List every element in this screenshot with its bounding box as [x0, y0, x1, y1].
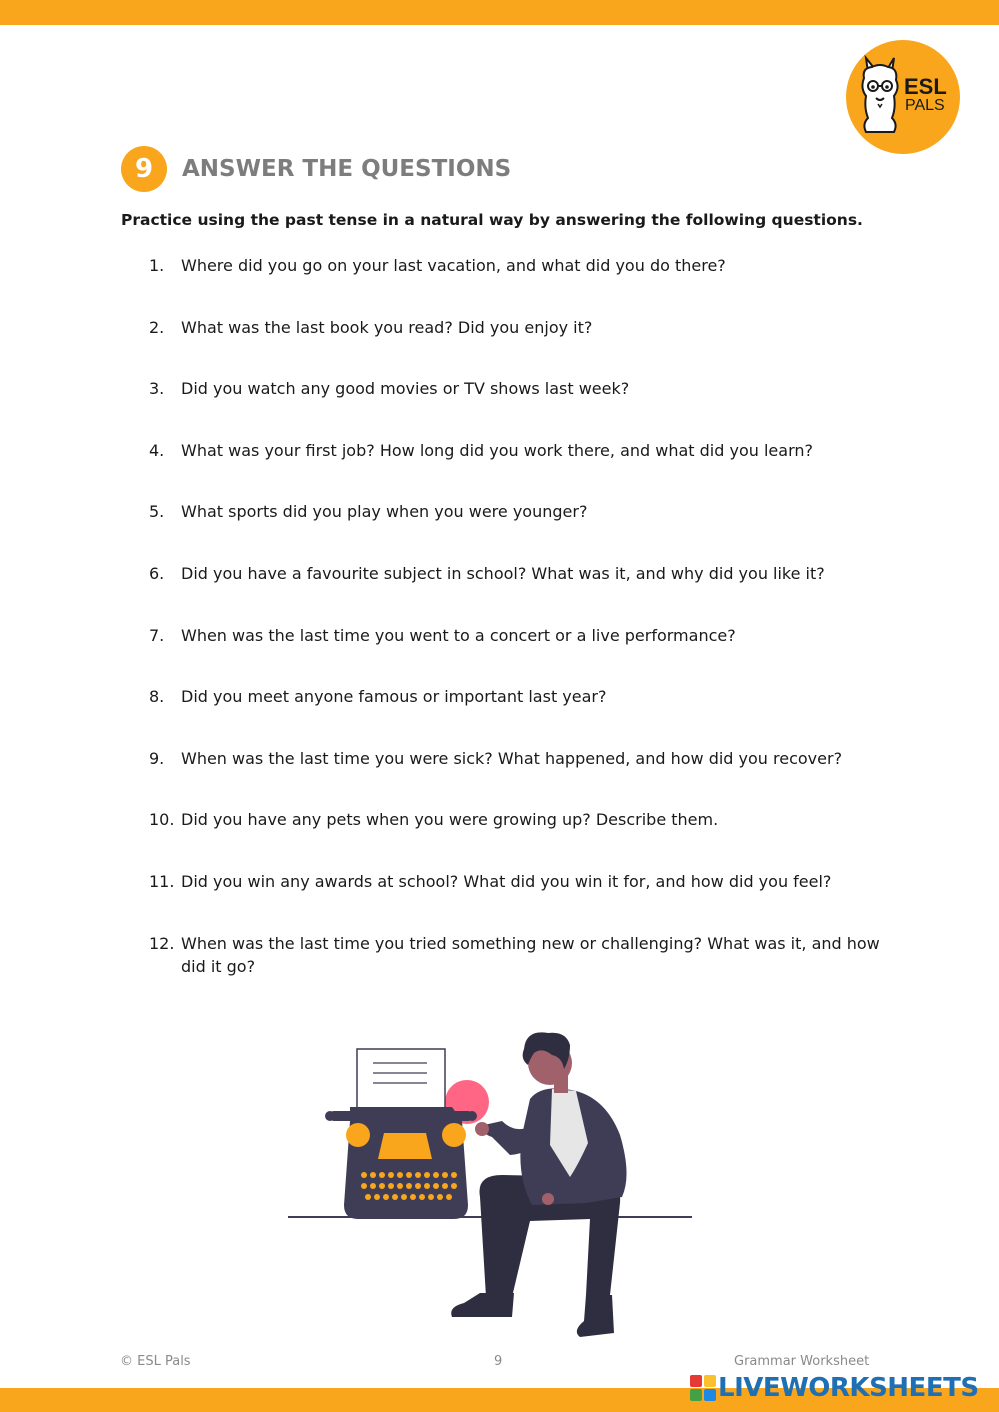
question-number: 4. — [149, 441, 165, 460]
question-item — [149, 932, 889, 978]
question-number: 2. — [149, 318, 165, 337]
logo-pals-text: PALS — [905, 97, 945, 114]
question-text: Did you have any pets when you were growing up? Describe them. — [181, 810, 719, 829]
question-text: When was the last time you were sick? What happened, and how did you recover? — [181, 749, 843, 768]
question-text: What was the last book you read? Did you enjoy it? — [181, 318, 593, 337]
question-text: When was the last time you tried something new or challenging? What was it, and how did it go? — [181, 934, 880, 976]
footer-page-number: 9 — [494, 1354, 503, 1369]
question-number: 11. — [149, 872, 175, 891]
question-text: Did you have a favourite subject in school? What was it, and why did you like it? — [181, 564, 825, 583]
question-number: 10. — [149, 810, 175, 829]
question-item — [149, 500, 889, 523]
section-number-badge: 9 — [121, 146, 167, 192]
question-text: Did you meet anyone famous or important last year? — [181, 687, 607, 706]
question-item — [149, 808, 889, 831]
instructions: Practice using the past tense in a natural way by answering the following questions. — [121, 211, 863, 229]
llama-icon — [854, 54, 906, 134]
question-number: 5. — [149, 502, 165, 521]
question-text: Did you win any awards at school? What did you win it for, and how did you feel? — [181, 872, 832, 891]
question-item — [149, 439, 889, 462]
footer-copyright: © ESL Pals — [120, 1354, 191, 1369]
liveworksheets-brand[interactable] — [690, 1371, 979, 1405]
question-number: 12. — [149, 934, 175, 953]
footer-doc-type: Grammar Worksheet — [734, 1354, 870, 1369]
question-item — [149, 747, 889, 770]
section-title: ANSWER THE QUESTIONS — [182, 156, 512, 182]
question-item — [149, 685, 889, 708]
question-text: What sports did you play when you were younger? — [181, 502, 588, 521]
question-text: Did you watch any good movies or TV shows last week? — [181, 379, 630, 398]
liveworksheets-wordmark: LIVEWORKSHEETS — [718, 1373, 979, 1403]
question-number: 3. — [149, 379, 165, 398]
question-text: Where did you go on your last vacation, and what did you do there? — [181, 256, 726, 275]
question-number: 8. — [149, 687, 165, 706]
question-item — [149, 377, 889, 400]
top-accent-bar — [0, 0, 999, 25]
logo-esl-text: ESL — [904, 74, 947, 99]
question-number: 9. — [149, 749, 165, 768]
question-number: 6. — [149, 564, 165, 583]
question-item — [149, 562, 889, 585]
typewriter-illustration — [280, 1025, 700, 1345]
question-text: What was your first job? How long did you work there, and what did you learn? — [181, 441, 813, 460]
question-item — [149, 624, 889, 647]
esl-pals-logo — [846, 40, 960, 154]
question-item — [149, 254, 889, 277]
question-item — [149, 870, 889, 893]
question-item — [149, 316, 889, 339]
liveworksheets-logo-icon — [690, 1375, 716, 1401]
question-text: When was the last time you went to a concert or a live performance? — [181, 626, 736, 645]
question-number: 7. — [149, 626, 165, 645]
question-number: 1. — [149, 256, 165, 275]
